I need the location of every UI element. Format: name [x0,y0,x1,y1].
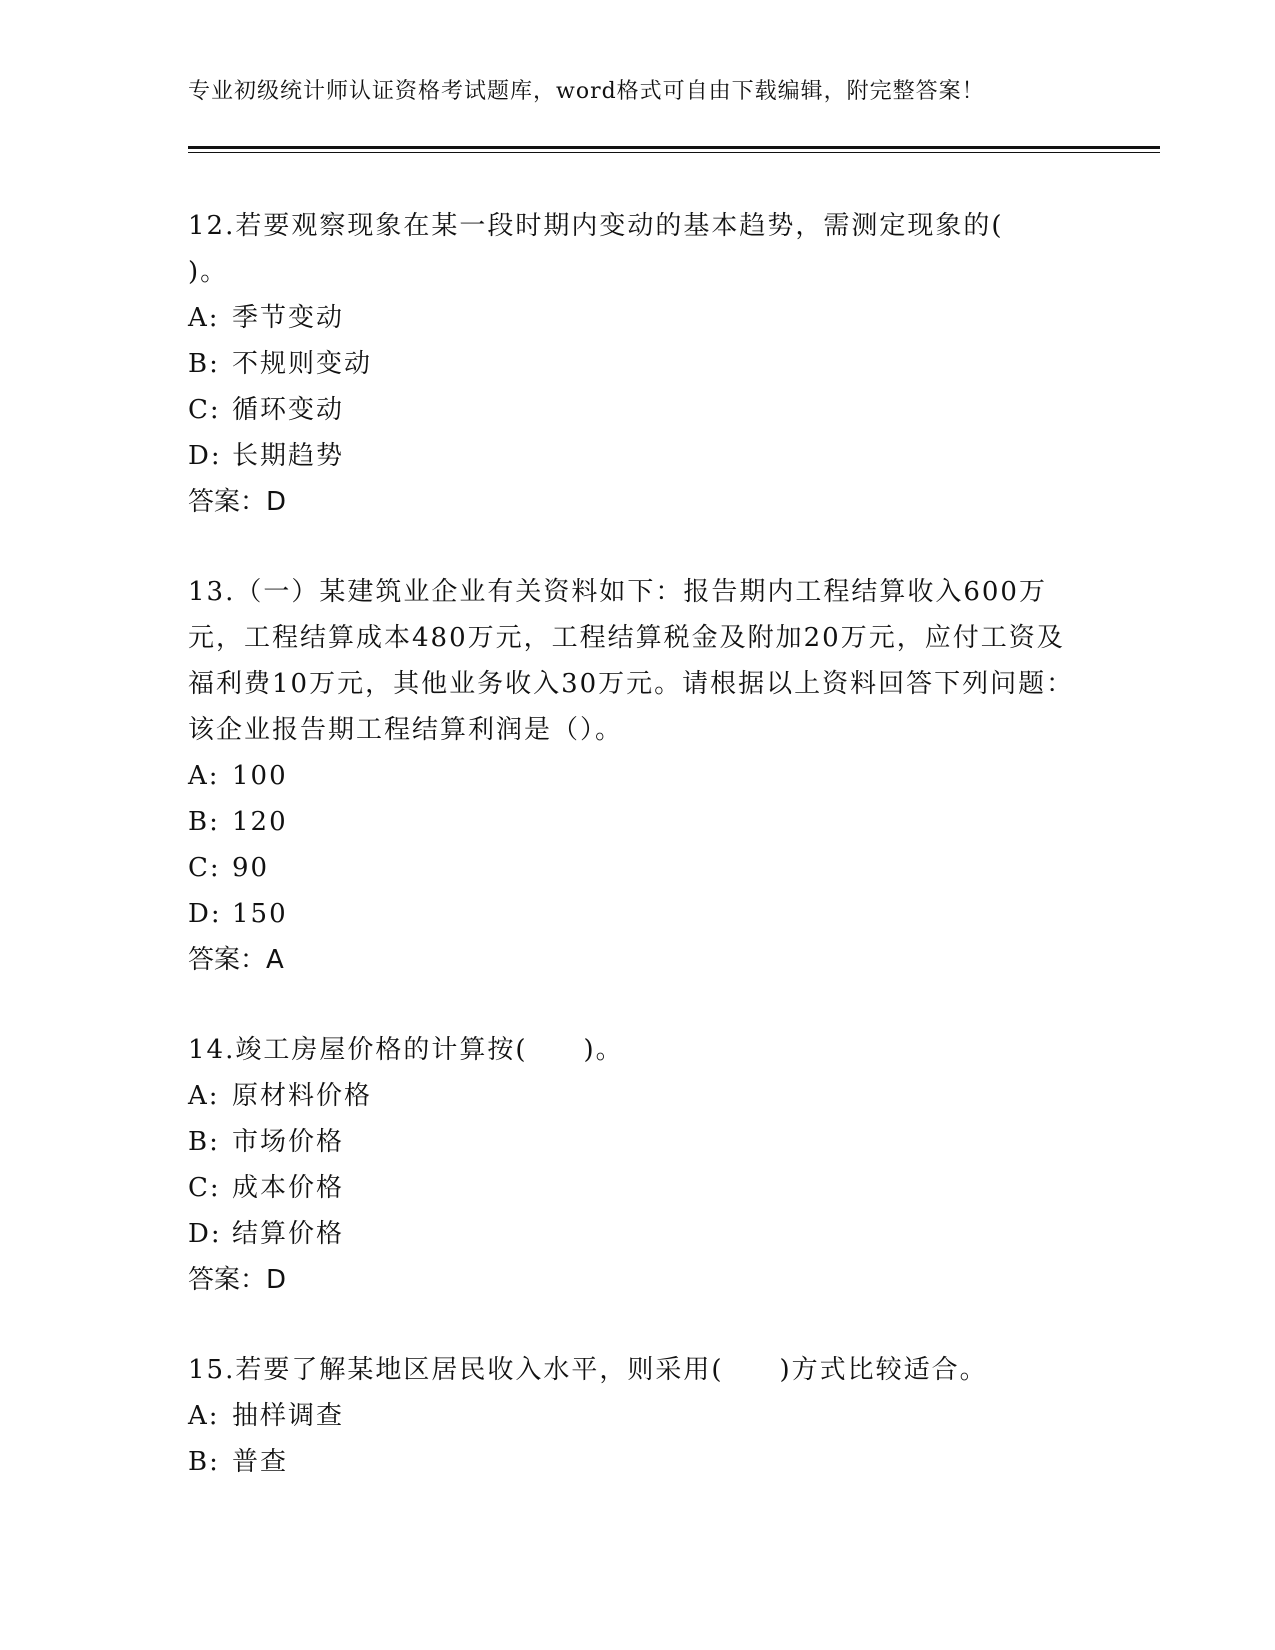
option-text: 普查 [232,1447,289,1477]
option-text: 150 [232,899,288,929]
option-letter: B: [188,807,220,837]
option-text: 季节变动 [232,303,345,333]
answer-line: 答案：A [188,945,284,975]
option-b [188,341,1088,387]
option-letter: D: [188,1219,222,1249]
option-d [188,433,1088,479]
question-stem: 15.若要了解某地区居民收入水平，则采用( )方式比较适合。 [188,1355,988,1385]
option-text: 抽样调查 [232,1401,345,1431]
option-text: 长期趋势 [232,441,345,471]
question-stem: 13.（一）某建筑业企业有关资料如下：报告期内工程结算收入600万元，工程结算成本480万元，工程结算税金及附加20万元，应付工资及福利费10万元，其他业务收入30万元。请根据以上资料回答下列问题：该企业报告期工程结算利润是（）。 [188,577,1075,745]
option-d [188,1211,1088,1257]
option-letter: A: [188,1401,220,1431]
option-a [188,1393,1088,1439]
option-c [188,845,1088,891]
option-letter: C: [188,1173,221,1203]
answer-line: 答案：D [188,1265,287,1295]
option-text: 结算价格 [232,1219,345,1249]
option-c [188,1165,1088,1211]
header-rule-thick [188,146,1160,149]
answer-line: 答案：D [188,487,287,517]
option-b [188,799,1088,845]
option-letter: B: [188,349,220,379]
option-b [188,1119,1088,1165]
option-text: 原材料价格 [232,1081,373,1111]
option-text: 市场价格 [232,1127,345,1157]
option-letter: A: [188,303,220,333]
option-a [188,295,1088,341]
question-stem: 12.若要观察现象在某一段时期内变动的基本趋势，需测定现象的( )。 [188,211,1004,287]
option-letter: B: [188,1127,220,1157]
option-b [188,1439,1088,1485]
option-text: 100 [232,761,288,791]
option-d [188,891,1088,937]
option-letter: B: [188,1447,220,1477]
option-letter: A: [188,761,220,791]
question-list [188,203,1088,1529]
option-letter: D: [188,441,222,471]
option-letter: C: [188,395,221,425]
page-header: 专业初级统计师认证资格考试题库，word格式可自由下载编辑，附完整答案！ [188,79,985,104]
option-text: 90 [232,853,270,883]
option-text: 循环变动 [232,395,345,425]
question-stem: 14.竣工房屋价格的计算按( )。 [188,1035,624,1065]
option-letter: D: [188,899,222,929]
option-c [188,387,1088,433]
header-rule-thin [188,152,1160,153]
option-text: 120 [232,807,288,837]
question-14 [188,1027,1088,1303]
question-12 [188,203,1088,525]
option-a [188,753,1088,799]
option-text: 成本价格 [232,1173,345,1203]
option-text: 不规则变动 [232,349,373,379]
option-letter: C: [188,853,221,883]
option-a [188,1073,1088,1119]
question-13 [188,569,1088,983]
question-15 [188,1347,1088,1485]
option-letter: A: [188,1081,220,1111]
